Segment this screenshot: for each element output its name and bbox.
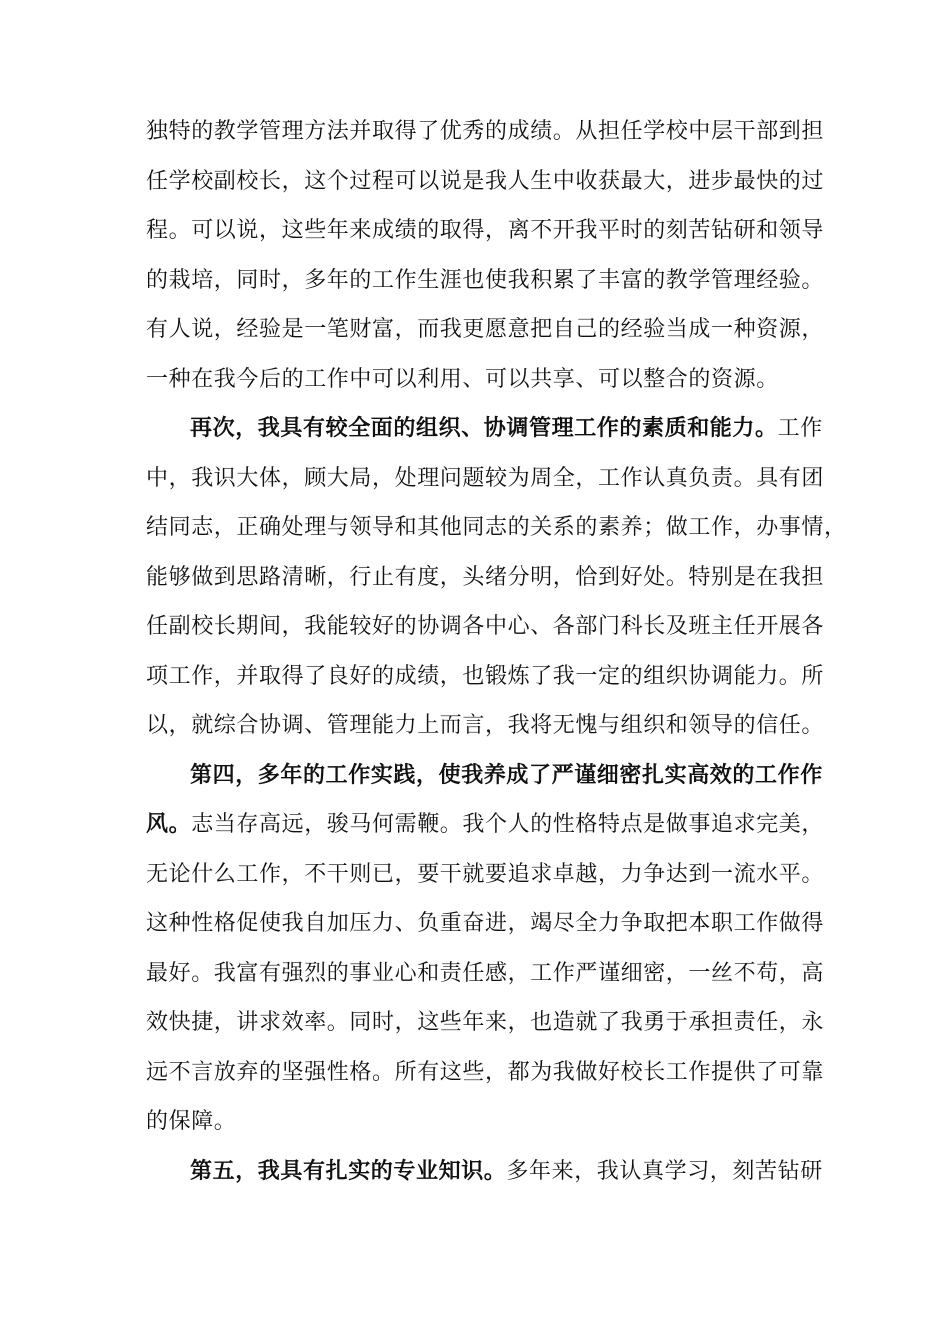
line-text: 的保障。 [146, 1109, 237, 1134]
line-text: 志当存高远，骏马何需鞭。我个人的性格特点是做事追求完美， [191, 812, 825, 837]
text-line [146, 949, 825, 999]
document-body [146, 107, 847, 1196]
line-text: 任学校副校长，这个过程可以说是我人生中收获最大，进步最快的过 [146, 168, 825, 194]
paragraph-heading-line [146, 751, 823, 801]
text-line [146, 157, 825, 207]
line-text: 项工作，并取得了良好的成绩，也锻炼了我一定的组织协调能力。所 [146, 663, 825, 689]
line-text: 任副校长期间，我能较好的协调各中心、各部门科长及班主任开展各 [146, 614, 825, 639]
text-line [146, 899, 825, 949]
bold-heading: 第五，我具有扎实的专业知识。 [190, 1158, 507, 1184]
text-line [146, 998, 825, 1048]
line-text: 这种性格促使我自加压力、负重奋进，竭尽全力争取把本职工作做得 [146, 911, 825, 936]
line-text: 程。可以说，这些年来成绩的取得，离不开我平时的刻苦钻研和领导 [146, 218, 825, 243]
line-text: 工作 [777, 416, 823, 441]
line-text: 效快捷，讲求效率。同时，这些年来，也造就了我勇于承担责任，永 [146, 1010, 825, 1035]
line-text: 独特的教学管理方法并取得了优秀的成绩。从担任学校中层干部到担 [146, 119, 825, 144]
line-text: 无论什么工作，不干则已，要干就要追求卓越，力争达到一流水平。 [146, 861, 825, 887]
text-line [146, 800, 825, 850]
text-line [146, 206, 825, 256]
bold-heading: 第四，多年的工作实践，使我养成了严谨细密扎实高效的工作作 [190, 762, 823, 788]
text-line [146, 1048, 825, 1098]
bold-heading: 风。 [146, 812, 192, 837]
line-text: 最好。我富有强烈的事业心和责任感，工作严谨细密，一丝不苟，高 [146, 960, 825, 986]
text-line [146, 850, 825, 900]
text-line [146, 553, 825, 603]
line-text: 远不言放弃的坚强性格。所有这些，都为我做好校长工作提供了可靠 [146, 1059, 825, 1085]
line-text: 以，就综合协调、管理能力上而言，我将无愧与组织和领导的信任。 [146, 713, 825, 738]
line-text: 能够做到思路清晰，行止有度，头绪分明，恰到好处。特别是在我担 [146, 564, 825, 590]
bold-heading: 再次，我具有较全面的组织、协调管理工作的素质和能力。 [190, 416, 778, 441]
text-line [146, 256, 825, 306]
line-text: 中，我识大体，顾大局，处理问题较为周全，工作认真负责。具有团 [146, 465, 825, 491]
line-text: 有人说，经验是一笔财富，而我更愿意把自己的经验当成一种资源， [146, 317, 825, 342]
text-line [146, 107, 825, 157]
text-line [146, 355, 806, 405]
line-text: 的栽培，同时，多年的工作生涯也使我积累了丰富的教学管理经验。 [146, 267, 825, 293]
text-line [146, 602, 825, 652]
text-line [146, 305, 825, 355]
text-line [146, 503, 847, 553]
line-text: 结同志，正确处理与领导和其他同志的关系的素养；做工作，办事情， [146, 515, 847, 540]
text-line [146, 701, 825, 751]
text-line [146, 652, 825, 702]
text-line [146, 1097, 806, 1147]
text-line [146, 454, 825, 504]
line-text: 一种在我今后的工作中可以利用、可以共享、可以整合的资源。 [146, 366, 779, 392]
paragraph-heading-line [146, 404, 823, 454]
paragraph-heading-line [146, 1147, 823, 1197]
line-text: 多年来，我认真学习，刻苦钻研 [506, 1158, 823, 1184]
